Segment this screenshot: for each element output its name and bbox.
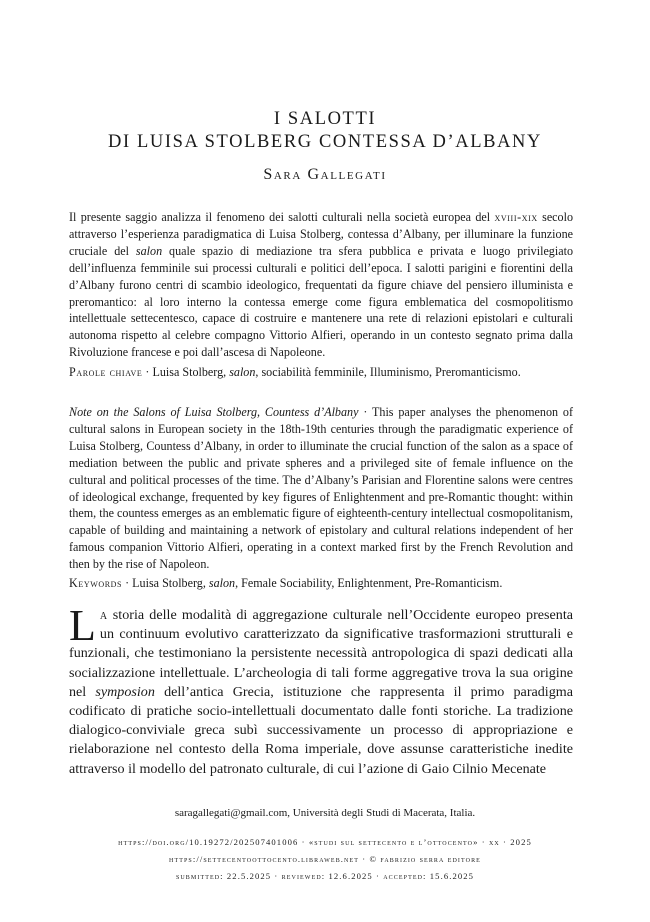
keywords-english <box>69 575 573 592</box>
body-paragraph <box>69 601 573 779</box>
salon-term: salon <box>135 243 163 258</box>
body-text-1: storia delle modalità di aggregazione culturale nell’Occidente europeo presenta un continuum evolutivo caratterizzato da significative trasformazioni strutturali e funzionali, che testimoniano la persistente necessità antropologica di spazi dedicati alla socializzazione intellettuale. L’archeologia di tali forme aggregative trova la sua origine nel <box>69 607 573 700</box>
abstract-italian <box>69 209 573 361</box>
abstract-en-separator: · <box>358 405 373 419</box>
publisher-line: https://settecentoottocento.libraweb.net · © fabrizio serra editore <box>169 854 481 864</box>
symposion-term: symposion <box>95 683 155 700</box>
article-title-line-1: I SALOTTI <box>273 109 377 129</box>
author-name: Sara Gallegati <box>263 166 387 183</box>
article-title-line-2: DI LUISA STOLBERG CONTESSA D’ALBANY <box>108 132 542 152</box>
keywords-it-separator: · <box>142 365 153 379</box>
keywords-it-salon: salon <box>229 365 256 379</box>
keywords-italian <box>69 364 573 381</box>
author-footnote: saragallegati@gmail.com, Università degli Studi di Macerata, Italia. <box>174 807 476 819</box>
keywords-it-text-2: , sociabilità femminile, Illuminismo, Preromanticismo. <box>255 365 521 379</box>
keywords-en-separator: · <box>122 576 133 590</box>
keywords-en-text-2: , Female Sociability, Enlightenment, Pre-Romanticism. <box>235 576 503 590</box>
first-word-rest: a <box>99 607 108 623</box>
abstract-it-text-1: Il presente saggio analizza il fenomeno dei salotti culturali nella società europea del <box>69 210 495 224</box>
doi-journal-line: https://doi.org/10.19272/202507401006 · «studi sul settecento e l’ottocento» · xx · 2025 <box>118 837 532 847</box>
abstract-english <box>69 404 573 573</box>
abstract-it-text-3: quale spazio di mediazione tra sfera pubblica e privata e luogo privilegiato dell’influenza femminile sui processi culturali e politici dell’epoca. I salotti parigini e fiorentini della d’Albany furono centri di scambio ideologico, frequentati da figure chiave del pensiero illuminista e preromantico: al loro interno la contessa emerge come figura emblematica del cosmopolitismo intellettuale settecentesco, capace di costruire e mantenere una rete di relazioni epistolari e culturali autonoma rispetto al celebre compagno Vittorio Alfieri, operando in un contesto segnato prima dalla Rivoluzione francese e poi dall’ascesa di Napoleone. <box>69 243 573 360</box>
body-text-2: dell’antica Grecia, istituzione che rappresenta il primo paradigma codificato di pratiche socio-intellettuali documentato dalle fonti storiche. La tradizione dialogico-conviviale greca subì successivamente un processo di appropriazione e rielaborazione nel contesto della Roma imperiale, dove assunse caratteristiche inedite attraverso il modello del patronato culturale, di cui l’azione di Gaio Cilnio Mecenate <box>69 683 573 777</box>
abstract-en-text: This paper analyses the phenomenon of cultural salons in European society in the 18th-19th centuries through the paradigmatic experience of Luisa Stolberg, Countess d’Albany, in order to illuminate the crucial function of the salon as a space of mediation between the public and private spheres and a privileged site of female influence on the cultural and political processes of the time. The d’Albany’s Parisian and Florentine salons were centres of ideological exchange, frequented by key figures of Enlightenment and pre-Romantic thought: within them, the countess emerges as an emblematic figure of eighteenth-century intellectual cosmopolitanism, capable of building and maintaining a network of epistolary and cultural relations independent of her famous companion Vittorio Alfieri, operating in a context marked first by the French Revolution and then by the rise of Napoleon. <box>69 405 574 572</box>
abstract-it-text-2: secolo attraverso l’esperienza paradigmatica di Luisa Stolberg, contessa d’Albany, per illuminare la funzione cruciale del <box>69 210 574 258</box>
keywords-en-salon: salon <box>208 576 236 590</box>
keywords-en-text-1: Luisa Stolberg, <box>132 576 209 590</box>
drop-cap: L <box>69 601 96 650</box>
submission-dates-line: submitted: 22.5.2025 · reviewed: 12.6.2025 · accepted: 15.6.2025 <box>175 871 475 881</box>
keywords-en-label: Keywords <box>69 576 123 590</box>
century-numeral: xviii-xix <box>494 210 538 224</box>
abstract-en-title: Note on the Salons of Luisa Stolberg, Countess d’Albany <box>69 405 359 419</box>
keywords-it-label: Parole chiave <box>69 365 143 379</box>
keywords-it-text-1: Luisa Stolberg, <box>152 365 230 379</box>
